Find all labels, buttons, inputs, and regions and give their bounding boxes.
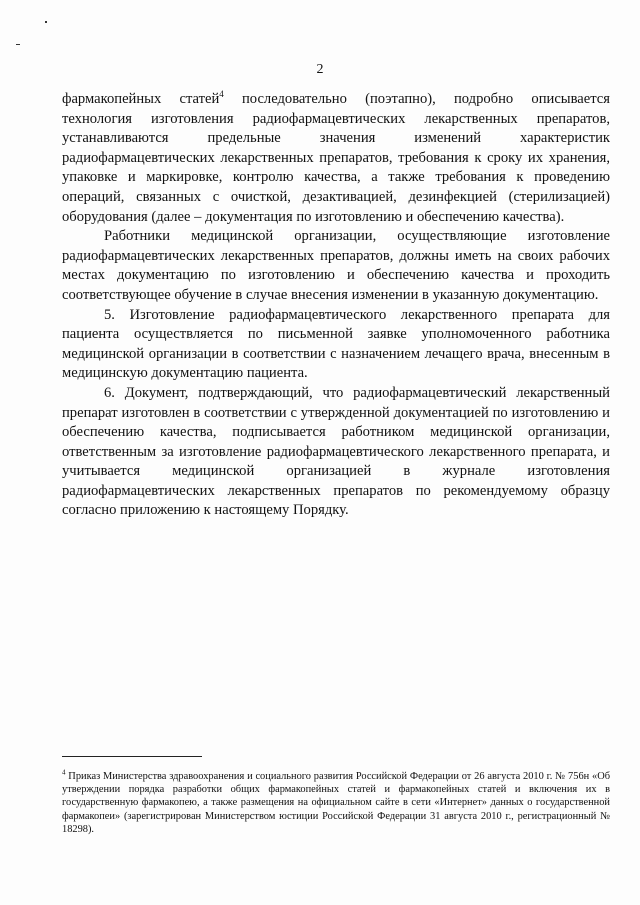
paragraph-continuation	[62, 90, 610, 227]
scan-dash	[16, 44, 20, 45]
scan-speck	[45, 21, 47, 23]
paragraph-item-6: 6. Документ, подтверждающий, что радиофармацевтический лекарственный препарат изготовлен в соответствии с утвержденной документацией по изготовлению и обеспечению качества, подписывается работником медицинской организации, ответственным за изготовление радиофармацевтического лекарственного препарата, и учитывается медицинской организацией в журнале изготовления радиофармацевтических лекарственных препаратов по рекомендуемому образцу согласно приложению к настоящему Порядку.	[62, 384, 610, 519]
paragraph-staff: Работники медицинской организации, осуществляющие изготовление радиофармацевтических лекарственных препаратов, должны иметь на своих рабочих местах документацию по изготовлению и обеспечению качества и проходить соответствующее обучение в случае внесения изменении в указанную документацию.	[62, 228, 610, 303]
footnote-marker: 4	[62, 768, 66, 777]
paragraph-item-5: 5. Изготовление радиофармацевтического лекарственного препарата для пациента осуществляется по письменной заявке уполномоченного работника медицинской организации в соответствии с назначением лечащего врача, внесенным в медицинскую документацию пациента.	[62, 306, 610, 382]
footnote	[62, 770, 610, 836]
page-number: 2	[316, 62, 324, 77]
footnote-reference: 4	[219, 89, 224, 100]
document-body	[62, 90, 610, 521]
paragraph-text-end: последовательно (поэтапно), подробно описывается технология изготовления радиофармацевтических лекарственных препаратов, устанавливаются предельные значения изменений характеристик радиофармацевтических лекарственных препаратов, требования к сроку их хранения, упаковке и маркировке, контролю качества, а также требования к проведению операций, связанных с очисткой, дезактивацией, дезинфекцией (стерилизацией) оборудования (далее – документация по изготовлению и обеспечению качества).	[62, 91, 610, 225]
footnote-text: Приказ Министерства здравоохранения и социального развития Российской Федерации от 26 августа 2010 г. № 756н «Об утверждении порядка разработки общих фармакопейных статей и фармакопейных статей и включения их в государственную фармакопею, а также размещения на официальном сайте в сети «Интернет» данных о государственной фармакопеи» (зарегистрирован Министерством юстиции Российской Федерации 31 августа 2010 г., регистрационный № 18298).	[62, 771, 610, 835]
footnote-separator	[62, 756, 202, 757]
paragraph-text-start: фармакопейных статей	[62, 91, 220, 107]
